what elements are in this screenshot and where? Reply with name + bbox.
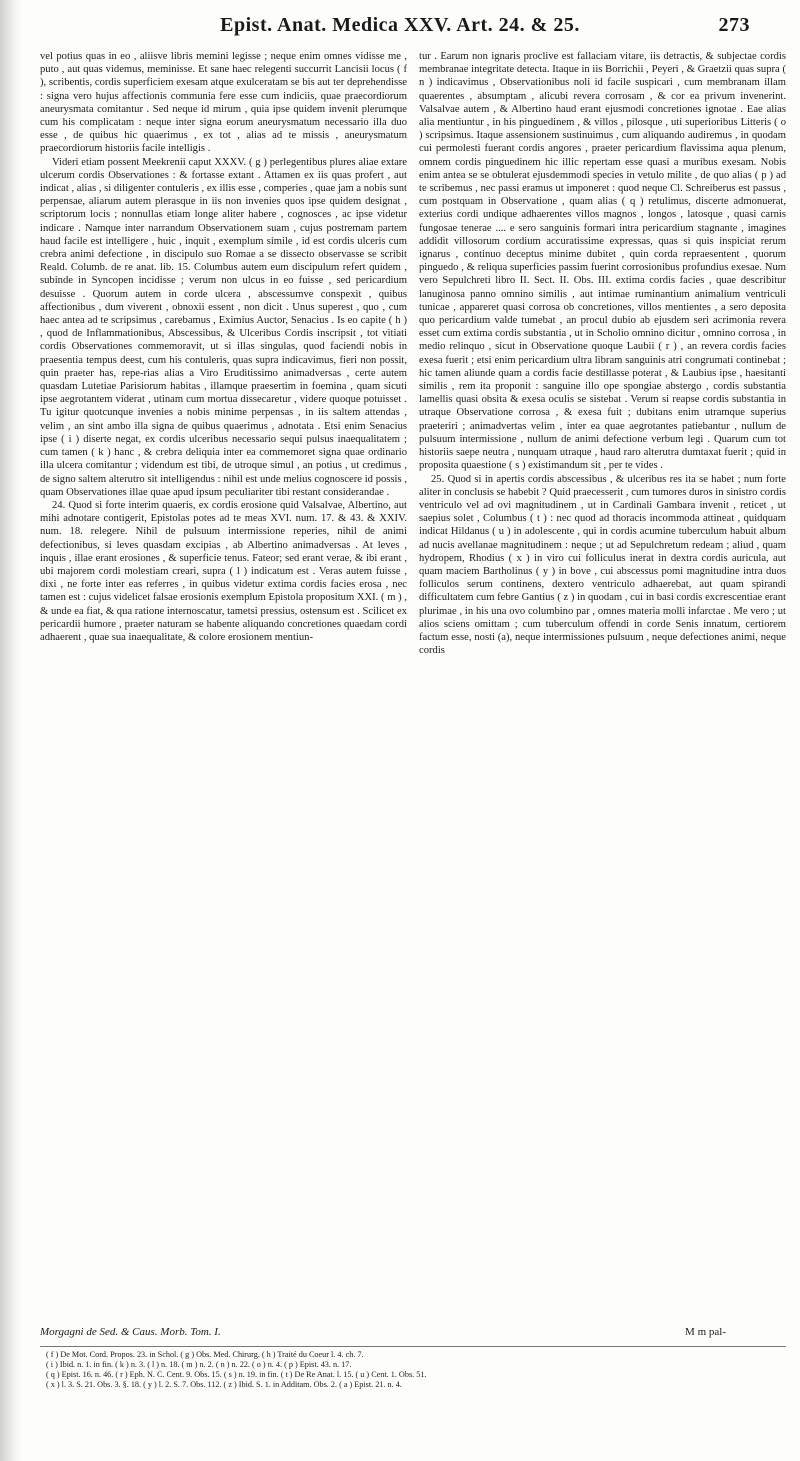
paragraph: Videri etiam possent Meekrenii caput XXXV. ( g ) perlegentibus plures aliae extare ulcerum cordis Observationes : & fortasse extant . Attamen ex iis quas profert , aut indicat , alias , si diligenter contuleris , ex illis esse , comperies , quae jam a nobis sunt perpensae, aliarum autem plerasque in iis non invenies quos ipse quidem designat , scriptorum locis ; nonnullas etiam longe aliter habere , cognosces , ac ipse videtur indicare . Namque inter narrandum Observationem suam , cujus postremam partem haud facile est intelligere , huic , inquit , exemplum simile , id est cordis ulceris cum crebra animi defectione , in discipulo suo Romae a se dissecto observasse se scribit Reald. Columb. de re anat. lib. 15. Columbus autem eum discipulum refert quidem , subinde in Syncopen incidisse ; verum non ulcus in eo fuisse , sed pericardium desuisse . Quorum autem in corde ulcera , abscessumve conspexit , quibus affectionibus , dum viverent , obnoxii essent , non dicit . Unus superest , quo , cum haec antea ad te scripsimus , carebamus , Eximius Auctor, Senacius . Is eo capite ( h ) , quod de Inflammationibus, Abscessibus, & Ulceribus Cordis inscripsit , tot vitiati cordis Observationes commemoravit, ut si illas singulas, quod faciendi nobis in praesentia tempus deest, cum his contuleris, quas supra indicavimus, fieri non possit, quin praeter has, repe-rias alias a Viro Eruditissimo animadversas , certe autem quasdam Lutetiae Parisiorum habitas , illamque praesertim in foemina , quam sicuti ipse aegrotantem viderat , utinam cum mortua dissecaretur , videre quoque potuisset . Tu igitur quotcunque invenies a nobis minime perpensas , in iis saltem attendas , velim , an sint ambo illa signa de quibus quaerimus , adnotata . Etsi enim Senacius ipse ( i ) diserte negat, ex cordis ulceribus necessario sequi pulsus inaequalitatem ; cum tamen ( k ) hanc , & crebra deliquia inter ea commemoret signa quae ordinario illa ulcera comitantur ; videndum est tibi, de utroque simul , an potius , ut credimus , de signo saltem alterutro sit intelligendus : nihil est unde melius cognoscere id possis , quam Observationes illae quae apud ipsum peculiariter tibi restant considerandae .: [40, 156, 407, 498]
footnote-line: ( q ) Epist. 16. n. 46. ( r ) Eph. N. C. Cent. 9. Obs. 15. ( s ) n. 19. in fin. ( t ) De Re Anat. l. 15. ( u ) Cent. 1. Obs. 51.: [46, 1370, 427, 1379]
paragraph: vel potius quas in eo , aliisve libris memini legisse ; neque enim omnes vidisse me , puto , aut quas videmus, meminisse. Et sane haec relegenti succurrit Lancisii locus ( f ), scribentis, cordis superficiem exesam atque exulceratam se bis aut ter deprehendisse : signa vero hujus affectionis communia fere esse cum indiciis, quae praecordiorum aneurysmata comitantur . Sed neque id mirum , quia ipse quidem invenit plerumque cum his complicatam : neque inter signa eorum aneurysmatum necessario illa duo esse , de quibus hic quaerimus , ex tot , alias ad te missis , aneurysmatum praecordiorum historiis facile intelligis .: [40, 51, 407, 155]
signature-line: [40, 1326, 786, 1342]
footnotes: [46, 1350, 786, 1390]
footnote-line: ( i ) Ibid. n. 1. in fin. ( k ) n. 3. ( l ) n. 18. ( m ) n. 2. ( n ) n. 22. ( o ) n. 4. ( p ) Epist. 43. n. 17.: [46, 1360, 352, 1369]
page-number: 273: [718, 14, 750, 36]
footnote-rule: [40, 1346, 786, 1347]
text-columns: [40, 50, 786, 1340]
paragraph: 24. Quod si forte interim quaeris, ex cordis erosione quid Valsalvae, Albertino, aut mihi adnotare contigerit, Epistolas potes ad te meas XVI. num. 17. & 43. & XXIV. num. 18. relegere. Nihil de pulsuum intermissione reperies, nihil de animi defectionibus, si leves quasdam excipias , ab Albertino animadversas . At leves , inquis , illae erant erosiones , & superficie tenus. Fateor; sed erant verae, & ibi erant , ubi majorem cordi molestiam creari, supra ( l ) indicatum est . Veras autem fuisse , dixi , ne forte inter eas referres , in quibus videtur extima cordis facies erosa , nec tamen est : cujus videlicet falsae erosionis exemplum Epistola propositum XXI. ( m ) , & unde ea fiat, & qua ratione internoscatur, tametsi pressius, ostensum est . Scilicet ex pericardii humore , praeter naturam se habente aliquando concretiones quaedam cordi adhaerent , quae sua inaequalitate, & colore erosionem mentiun-: [40, 499, 407, 643]
left-column: [40, 50, 407, 1340]
signature-mark: M m pal-: [685, 1326, 726, 1338]
binding-shadow: [0, 0, 22, 1461]
right-column: [419, 50, 786, 1340]
paragraph: 25. Quod si in apertis cordis abscessibus , & ulceribus res ita se habet ; num forte aliter in conclusis se habebit ? Quid praecesserit , cum tumores duros in sinistro cordis ventriculo vel ad ovi magnitudinem , ut in Cardinali Gambara invenit , reticet , ut saepius solet , Columbus ( t ) : nec quod ad thoracis incommoda attineat , quidquam indicat Hildanus ( u ) in adolescente , qui in cordis acumine tuberculum habuit album ad nucis avellanae magnitudinem : neque ; ut ad Sepulchretum redeam ; aliud , quam hydropem, Rhodius ( x ) in viro cui folliculus inerat in dextra cordis auricula, aut quam maciem Bartholinus ( y ) in bove , cui abscessus pomi magnitudine intra duos folliculos serum continens, dextero ventriculo adhaerebat, aut quam spirandi difficultatem cum febre Gantius ( z ) in quodam , cui in basi cordis excrescentiae erant plurimae , in his una ovo columbino par , omnes materia molli infarctae . Me vero ; ut alios sciens omittam ; cum tuberculum offendi in corde Senis innatum, certiorem factum esse, nosti (a), neque intermissiones pulsuum , neque defectiones animi, neque cordis: [419, 473, 786, 657]
signature-title: Morgagni de Sed. & Caus. Morb. Tom. I.: [40, 1326, 221, 1338]
running-title: Epist. Anat. Medica XXV. Art. 24. & 25.: [220, 14, 580, 36]
paragraph: tur . Earum non ignaris proclive est fallaciam vitare, iis detractis, & subjectae cordis membranae integritate detecta. Itaque in iis Borrichii , Peyeri , & Graetzii quas supra ( n ) indicavimus , Observationibus noli id facile suspicari , cum membranam illam quaerentes , absumptam , alicubi revera corrosam , & cor ea privum invenerint. Valsalvae autem , & Albertino haud erant ejusmodi concretiones ignotae . Eae alias alia mentiuntur , in his pinguedinem , & villos , pilosque , uti superioribus Litteris ( o ) scripsimus. Itaque assensionem sustinuimus , cum aliquando audiremus , in quodam cui permolesti fuerant cordis angores , praeter pericardium flavissima aqua plenum, omnem cordis pinguedinem hic illic repertam esse quasi a muribus exesam. Nobis enim antea se se obtulerat ejusdemmodi species in vetulo milite , de quo alias ( p ) ad te scribemus , nec passi eramus ut imponeret : quod neque Cl. Schreiberus est passus , cum postquam in Observatione , quam alias ( q ) retulimus, discerte admonuerat, exterius cordi undique adhaerentes villos magnos , longos , latosque , quasi carnis fungosae tenerae .... e sero sanguinis formari intra pericardium stagnante , imagines addidit villosorum cordium accuratissime expressas, quas si quis inspiciat rerum ignarus , continuo deceptus minime dubitet , quin corda repraesentent , quorum pinguedo , & reliqua superficies passim fuerint corrosionibus profundius exesae. Num vero Sepulchreti libro II. Sect. II. Obs. III. extima cordis facies , quae describitur lanuginosa panno omnino similis , aut intimae ruminantium animalium ventriculi tunicae , appareret quasi corrosa ob concretiones, villos mentientes , a sero deposita quo pericardium valde tumebat , an procul dubio ab ejusdem seri acrimonia revera esset cum extima cordis substantia , ut in Scholio omnino dicitur , omnino corrosa , in medio relinquo , sicut in Observatione quoque Laubii ( r ) , an revera cordis facies exesa fuerit ; etsi enim pericardium ultra libram sanguinis atri congrumati continebat ; hic tamen aliunde quam a cordis facie destillasse poterat , & Laubius ipse , haesitanti similis , rem ita proponit : sanguine illo ope spongiae abstergo , cordis substantia lamellis quasi obsita & exesa oculis se sistebat . Verum si reapse cordis substantia in utraque Observatione corrosa , & exesa fuit ; dubitans enim utramque superius praeteriri ; animadvertas velim , inter ea quae aegrotantes patiebantur , nullum de pulsuum intermissione , nullum de animi defectione verbum legi . Quarum cum tot historiis saepe neutra , nunquam utraque , haud raro alterutra dumtaxat fuerit ; quid in proposita quaestione ( s ) existimandum sit , per te vides .: [419, 51, 786, 472]
running-head: [40, 14, 760, 42]
footnote-line: ( x ) l. 3. S. 21. Obs. 3. §. 18. ( y ) l. 2. S. 7. Obs. 112. ( z ) Ibid. S. 1. in Additam. Obs. 2. ( a ) Epist. 21. n. 4.: [46, 1380, 402, 1389]
footnote-line: ( f ) De Mot. Cord. Propos. 23. in Schol. ( g ) Obs. Med. Chirurg. ( h ) Traité du Coeur l. 4. ch. 7.: [46, 1350, 364, 1359]
